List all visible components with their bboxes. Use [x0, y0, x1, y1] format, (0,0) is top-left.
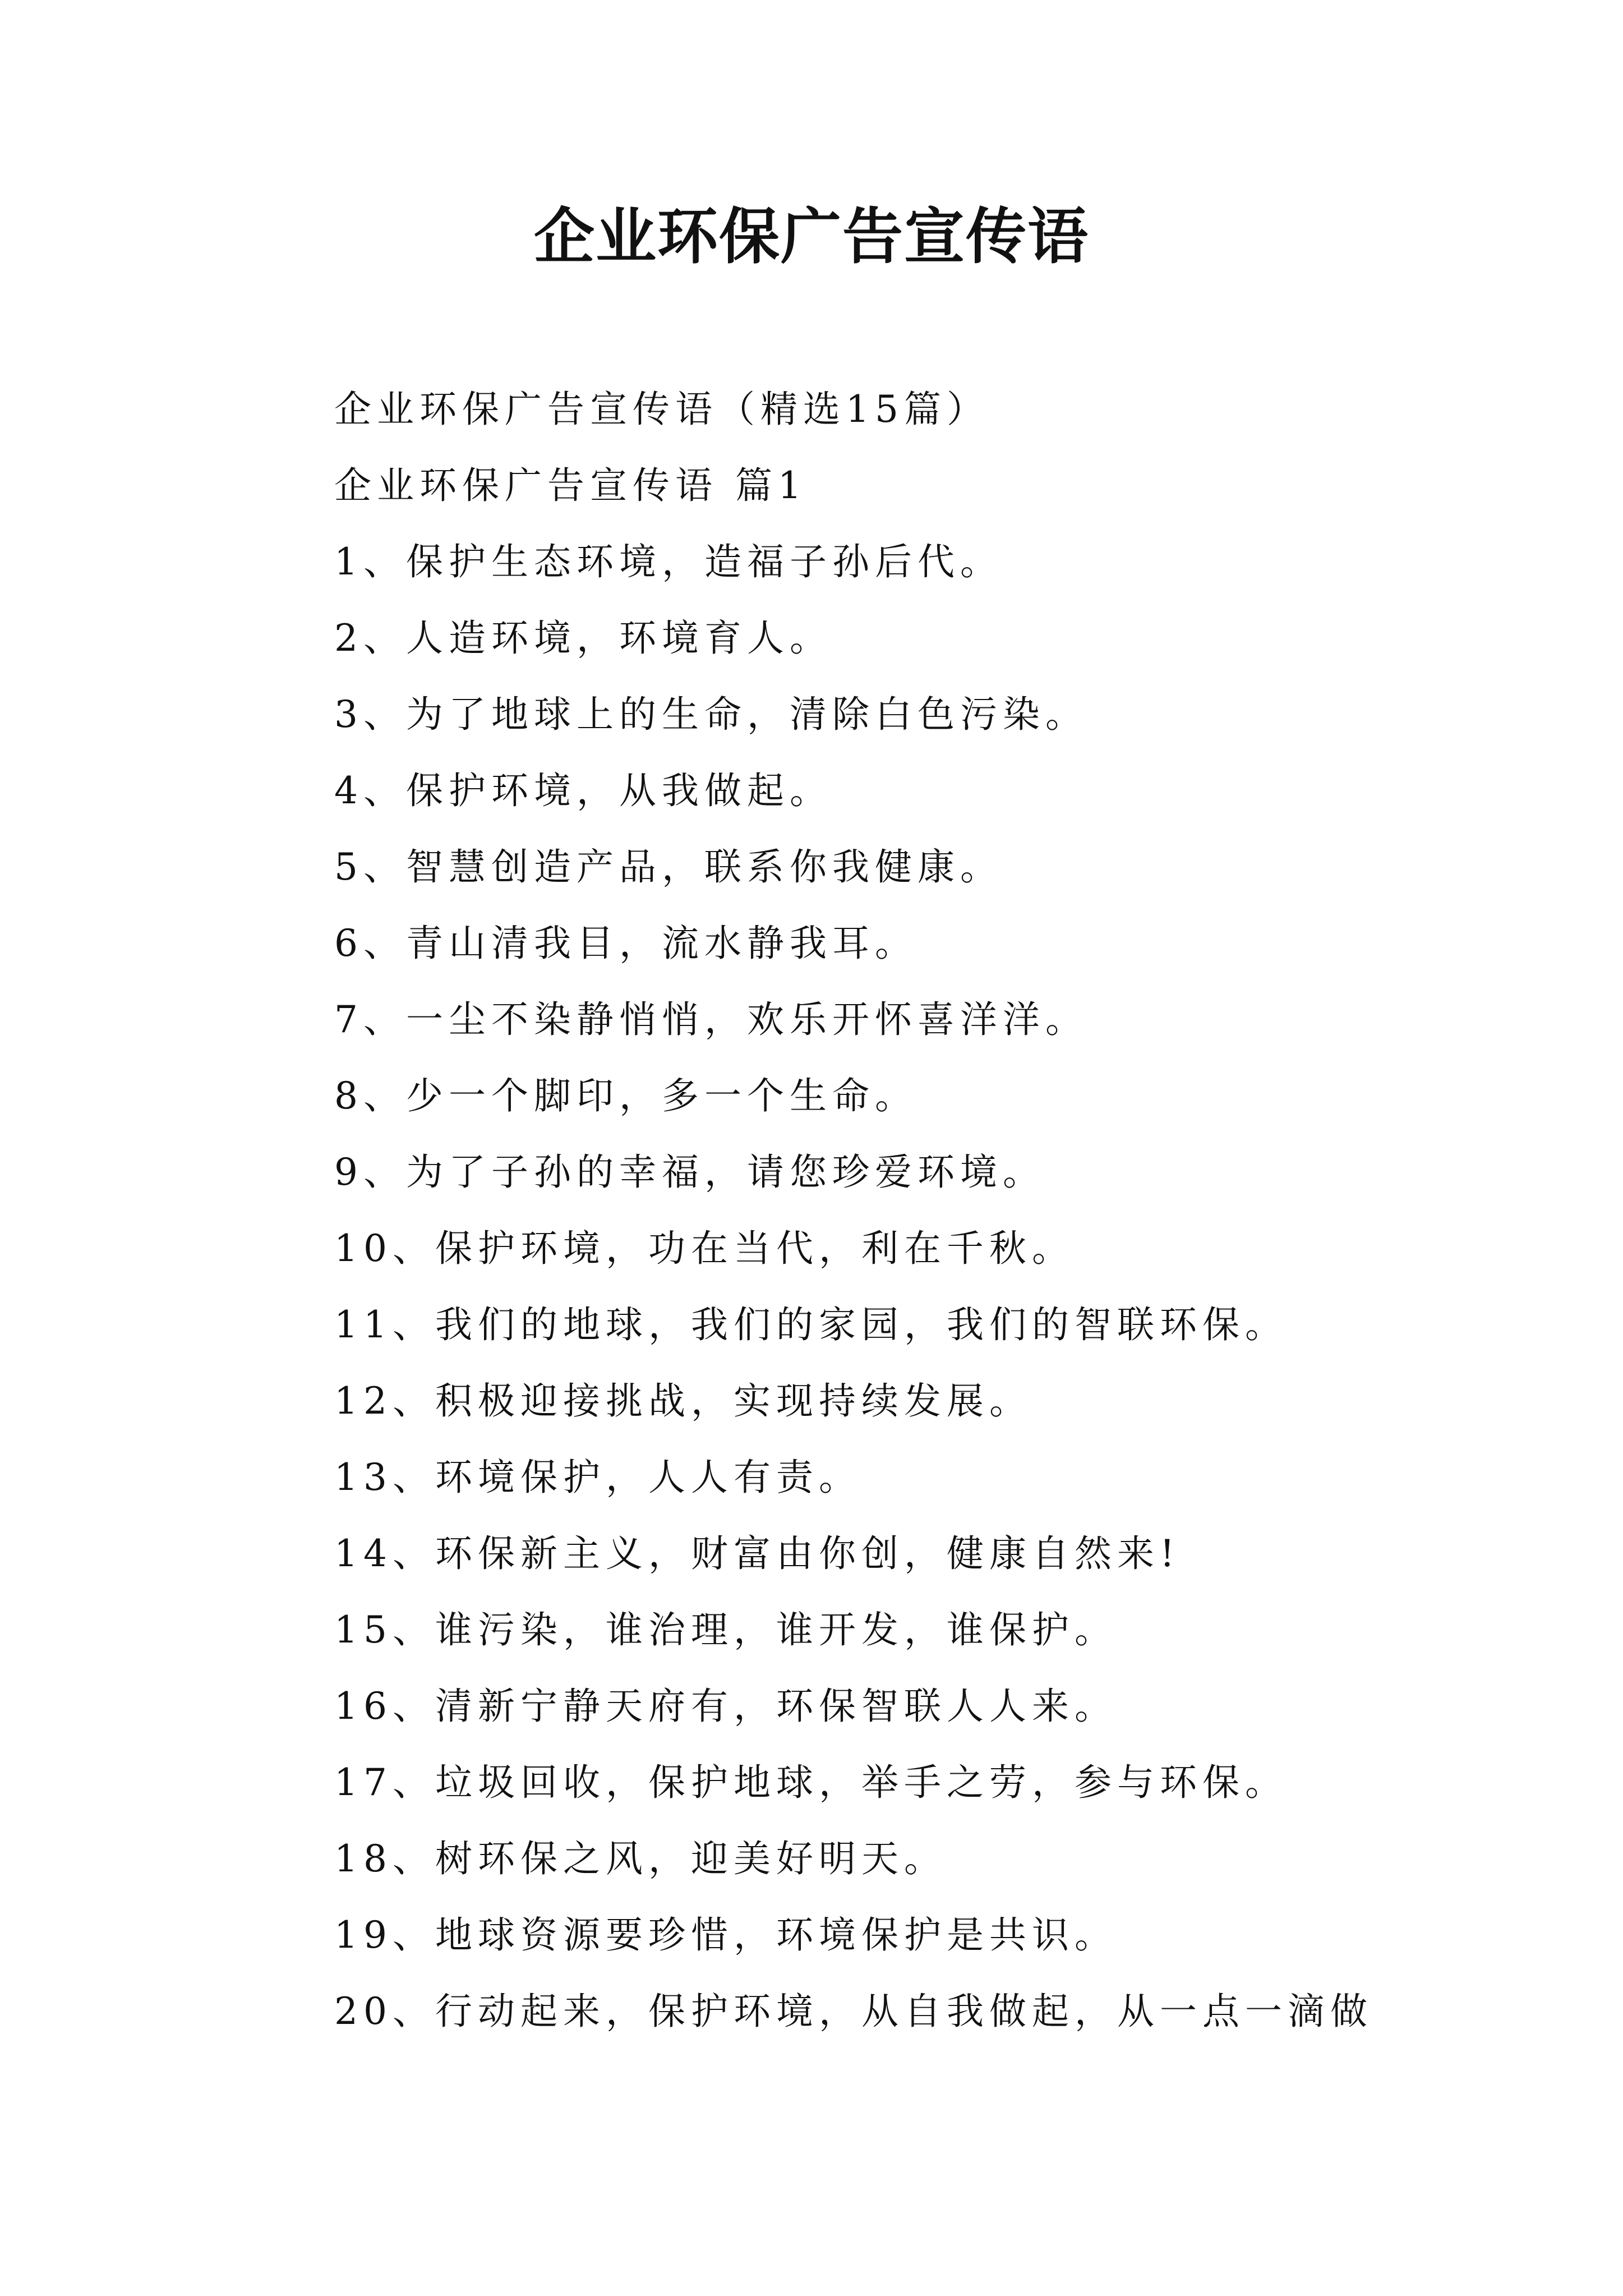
list-item: 1、保护生态环境，造福子孙后代。	[334, 540, 1003, 583]
list-item: 16、清新宁静天府有，环保智联人人来。	[334, 1685, 1117, 1728]
section-heading: 企业环保广告宣传语 篇1	[334, 464, 807, 507]
list-item: 2、人造环境，环境育人。	[334, 616, 832, 660]
list-item: 4、保护环境，从我做起。	[334, 769, 832, 812]
list-item: 3、为了地球上的生命，清除白色污染。	[334, 693, 1088, 736]
document-title: 企业环保广告宣传语	[533, 201, 1089, 272]
list-item: 7、一尘不染静悄悄，欢乐开怀喜洋洋。	[334, 998, 1088, 1041]
list-item: 14、环保新主义，财富由你创，健康自然来!	[334, 1532, 1181, 1575]
list-item: 18、树环保之风，迎美好明天。	[334, 1837, 947, 1880]
list-item: 5、智慧创造产品，联系你我健康。	[334, 845, 1003, 889]
intro-line: 企业环保广告宣传语（精选15篇）	[334, 388, 989, 431]
list-item: 15、谁污染，谁治理，谁开发，谁保护。	[334, 1608, 1117, 1651]
list-item: 20、行动起来，保护环境，从自我做起，从一点一滴做	[334, 1990, 1373, 2033]
list-item: 19、地球资源要珍惜，环境保护是共识。	[334, 1913, 1117, 1957]
list-item: 9、为了子孙的幸福，请您珍爱环境。	[334, 1151, 1045, 1194]
list-item: 11、我们的地球，我们的家园，我们的智联环保。	[334, 1303, 1288, 1346]
list-item: 17、垃圾回收，保护地球，举手之劳，参与环保。	[334, 1761, 1288, 1804]
list-item: 10、保护环境，功在当代，利在千秋。	[334, 1227, 1075, 1270]
list-item: 6、青山清我目，流水静我耳。	[334, 922, 917, 965]
list-item: 13、环境保护，人人有责。	[334, 1456, 861, 1499]
list-item: 8、少一个脚印，多一个生命。	[334, 1074, 917, 1117]
document-body	[334, 371, 1568, 2050]
list-item: 12、积极迎接挑战，实现持续发展。	[334, 1379, 1032, 1423]
